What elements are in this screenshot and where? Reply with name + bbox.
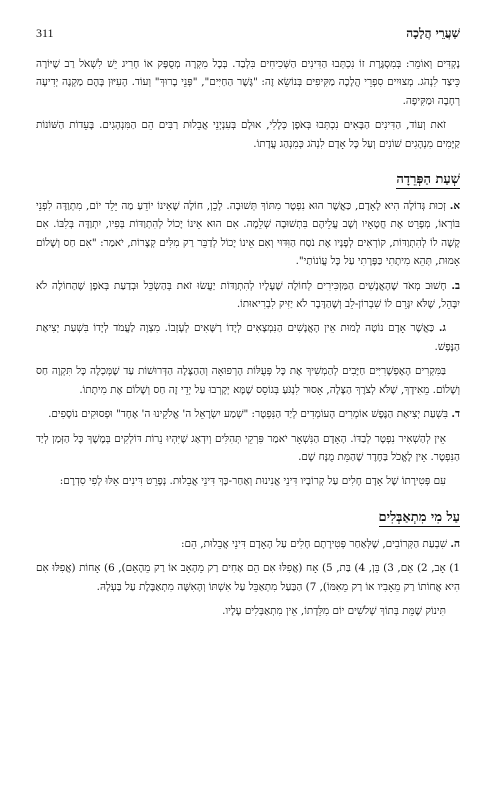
paragraph-bet-text: חָשׁוּב מְאֹד שֶׁהָאֲנָשִׁים הַמַּזְכִּירִים לְחוֹלֶה שֶׁעָלָיו לְהִתְוַדּוֹת יַעֲשׂוּ זֹאת בְּהַשְׂכֵּל וּבְדַעַת בְּאֹפֶן שֶׁהַחוֹלֶה לֹא יִבָּהֵל, שֶׁלֹּא יִגָּרֵם לוֹ שִׁבְרוֹן-לֵב וְשֶׁהַדָּבָר לֹא יַזִּיק לִבְרִיאוּתוֹ. — [36, 279, 460, 311]
page-number: 311 — [36, 26, 54, 40]
intro-paragraph-2: זֹאת וְעוֹד, הַדִּינִים הַבָּאִים נִכְתְּבוּ בְּאֹפֶן כְּלָלִי, אוּלָם בְּעִנְיְנֵי אֲבֵלוּת רַבִּים הֵם הַמִּנְהָגִים. בָּעֵדוֹת הַשּׁוֹנוֹת קַיָּמִים מִנְהָגִים שׁוֹנִים וְעַל כָּל אָדָם לִנְהֹג כְּמִנְהַג עֲדָתוֹ. — [36, 119, 460, 150]
paragraph-gimel-2: בַּמִּקְרִים הָאֶפְשָׁרִיִּים חַיָּבִים לְהַמְשִׁיךְ אֶת כָּל פְּעֻלּוֹת הָרְפוּאָה וְהַהַצָּלָה הַדְּרוּשׁוֹת עַד שֶׁמְּכְלֶה כָּל תִּקְוָה חַס וְשָׁלוֹם. מֵאִידָךְ, שֶׁלֹּא לְצֹרֶךְ הַצָּלָה, אָסוּר לִנְגֹּעַ בְּגוֹסֵס שֶׁמָּא יְקָרְבוּ עַל יְדֵי זֶה חַס וְשָׁלוֹם אֶת מִיתָתוֹ. — [36, 365, 460, 396]
paragraph-gimel — [36, 319, 460, 356]
paragraph-heh — [36, 535, 460, 553]
paragraph-heh-list: 1) אָב, 2) אֵם, 3) בֵּן, 4) בַּת, 5) אָח (אֲפִלּוּ אִם הֵם אַחִים רַק מֵהָאָב אוֹ רַק מֵהָאֵם), 6) אָחוֹת (אֲפִלּוּ אִם הִיא אֲחוֹתוֹ רַק מֵאָבִיו אוֹ רַק מֵאִמּוֹ), 7) הַבַּעַל מִתְאַבֵּל עַל אִשְׁתּוֹ וְהָאִשָּׁה מִתְאַבֶּלֶת עַל בַּעְלָהּ. — [36, 562, 460, 593]
paragraph-letter-aleph: א. — [449, 200, 460, 213]
paragraph-letter-heh: ה. — [450, 537, 460, 550]
paragraph-dalet — [36, 405, 460, 423]
paragraph-heh-text: שִׁבְעַת הַקְּרוֹבִים, שֶׁלְּאַחַר פְּטִירָתָם חָלִים עַל הָאָדָם דִּינֵי אֲבֵלוּת, הֵם: — [181, 537, 448, 550]
paragraph-dalet-text: בִּשְׁעַת יְצִיאַת הַנֶּפֶשׁ אוֹמְרִים הָעוֹמְדִים לְיַד הַנִּפְטָר: "שְׁמַע יִשְׂרָאֵל ה' אֱלֹקֵינוּ ה' אֶחָד" וּפְסוּקִים נוֹסָפִים. — [48, 408, 449, 421]
paragraph-dalet-3: עִם פְּטִירָתוֹ שֶׁל אָדָם חָלִים עַל קְרוֹבָיו דִּינֵי אֲנִינוּת וְאַחַר-כָּךְ דִּינֵי אֲבֵלוּת. נְפָרֵט דִּינִים אֵלּוּ לְפִי סִדְרָם: — [59, 475, 446, 488]
section-heading-wrap — [36, 159, 460, 197]
paragraph-letter-dalet: ד. — [451, 408, 460, 421]
intro-paragraph-1: נָקְדִּים וְאוֹמֵר: בְּמִסְגֶּרֶת זוֹ נִכְתְּבוּ הַדִּינִים הַשְּׁכִיחִים בִּלְבַד. בְּכָל מִקְרֶה מְסֻפָּק אוֹ חָרִיג יֵשׁ לִשְׁאֹל רַב שֶׁיּוֹרֶה כֵּיצַד לִנְהֹג. מְצוּיִים סִפְרֵי הֲלָכָה מַקִּיפִים בְּנוֹשֵׂא זֶה: "גֶּשֶׁר הַחַיִּים", "פְּנֵי בָרוּךְ" וְעוֹד. הָעִיּוּן בָּהֶם מַקְנֶה יְדִיעָה רְחָבָה וּמַקִּיפָה. — [36, 58, 460, 107]
paragraph-bet — [36, 277, 460, 314]
section-title-mourners: עַל מִי מִתְאַבְּלִים — [378, 509, 460, 525]
paragraph-letter-gimel: ג. — [438, 322, 446, 335]
section-heading-wrap-2 — [36, 497, 460, 535]
paragraph-letter-bet: ב. — [451, 279, 460, 292]
paragraph-heh-note: תִּינוֹק שֶׁמֵּת בְּתוֹךְ שְׁלֹשִׁים יוֹם מִלֵּדָתוֹ, אֵין מִתְאַבְּלִים עָלָיו. — [222, 604, 446, 617]
paragraph-aleph-text: זְכוּת גְּדוֹלָה הִיא לָאָדָם, כַּאֲשֶׁר הוּא נִפְטָר מִתּוֹךְ תְּשׁוּבָה. לָכֵן, חוֹלֶה שֶׁאֵינוֹ יוֹדֵעַ מַה יֵּלֵד יוֹם, מִתְוַדֶּה לִפְנֵי בּוֹרְאוֹ, מְפָרֵט אֶת חֲטָאָיו וְשָׁב עֲלֵיהֶם בִּתְשׁוּבָה שְׁלֵמָה. אִם הוּא אֵינוֹ יָכוֹל לְהִתְוַדּוֹת בְּפִיו, יִתְוַדֶּה בְּלִבּוֹ. אִם קָשֶׁה לוֹ לְהִתְוַדּוֹת, קוֹרְאִים לְפָנָיו אֶת נֹסַח הַוִּדּוּי וְאִם אֵינוֹ יָכוֹל לְדַבֵּר רַק מִלִּים קְצָרוֹת, יֹאמַר: "אִם חַס וְשָׁלוֹם אָמוּת, תְּהֵא מִיתָתִי כַּפָּרָתִי עַל כָּל עֲוֹנוֹתַי". — [36, 200, 460, 268]
running-title: שַׁעֲרֵי הֲלָכָה — [406, 26, 460, 40]
paragraph-dalet-2: אֵין לְהַשְׁאִיר נִפְטָר לְבַדּוֹ. הָאָדָם הַנִּשְׁאָר יֹאמַר פִּרְקֵי תְּהִלִּים וְיִדְאַג שֶׁיִּהְיוּ נֵרוֹת דּוֹלְקִים בְּמֶשֶׁךְ כָּל הַזְּמַן לְיַד הַנִּפְטָר. אֵין לֶאֱכֹל בַּחֶדֶר שֶׁהַמֵּת מֻנָּח שָׁם. — [36, 432, 460, 463]
page-header — [36, 26, 460, 41]
paragraph-gimel-text: כַּאֲשֶׁר אָדָם נוֹטֶה לָמוּת אֵין הָאֲנָשִׁים הַנִּמְצָאִים לְיָדוֹ רַשָּׁאִים לְעָזְבוֹ. מִצְוָה לַעֲמֹד לְיָדוֹ בִּשְׁעַת יְצִיאַת הַנֶּפֶשׁ. — [36, 322, 460, 353]
paragraph-aleph — [36, 197, 460, 271]
section-title-parting-hour: שְׁעַת הַפְּרֵדָה — [396, 172, 460, 188]
